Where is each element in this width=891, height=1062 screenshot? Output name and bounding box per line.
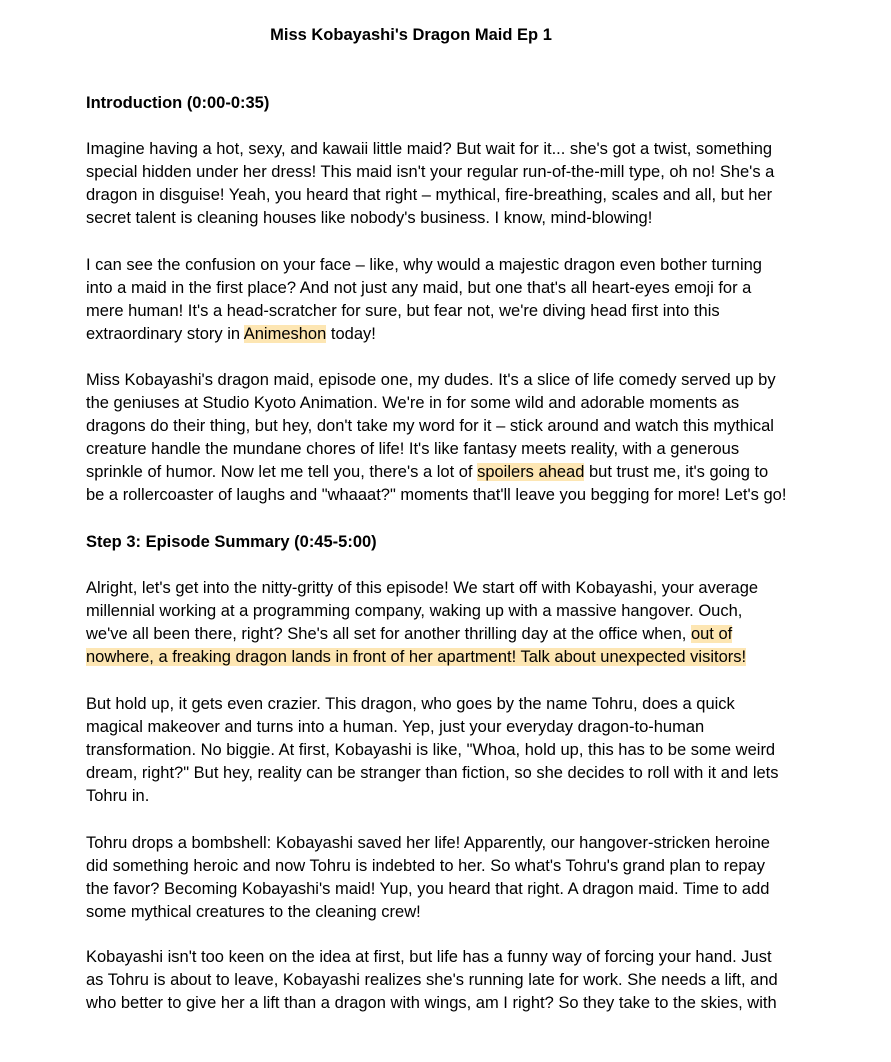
- text-line: [86, 946, 778, 969]
- paragraph: [86, 693, 779, 808]
- text-segment: Tohru drops a bombshell: Kobayashi saved her life! Apparently, our hangover-stricken heroine: [86, 834, 770, 852]
- text-segment: did something heroic and now Tohru is indebted to her. So what's Tohru's grand plan to repay: [86, 857, 765, 875]
- text-segment: Tohru in.: [86, 787, 150, 805]
- paragraph: [86, 254, 762, 346]
- paragraph: [86, 369, 786, 507]
- text-line: [86, 277, 762, 300]
- text-segment: Kobayashi isn't too keen on the idea at first, but life has a funny way of forcing your hand. Just: [86, 948, 772, 966]
- text-segment: some mythical creatures to the cleaning crew!: [86, 903, 421, 921]
- highlighted-text: nowhere, a freaking dragon lands in front of her apartment! Talk about unexpected visitors!: [86, 648, 747, 666]
- text-segment: magical makeover and turns into a human. Yep, just your everyday dragon-to-human: [86, 718, 705, 736]
- text-line: [86, 392, 786, 415]
- text-line: [86, 716, 779, 739]
- text-line: [86, 161, 774, 184]
- text-line: [86, 438, 786, 461]
- text-line: [86, 969, 778, 992]
- text-segment: I can see the confusion on your face – like, why would a majestic dragon even bother turning: [86, 256, 762, 274]
- text-line: [86, 832, 770, 855]
- text-segment: who better to give her a lift than a dragon with wings, am I right? So they take to the skies, with: [86, 994, 777, 1012]
- paragraph: [86, 577, 758, 669]
- text-segment: but trust me, it's going to: [584, 463, 769, 481]
- text-line: [86, 484, 786, 507]
- text-line: [86, 623, 758, 646]
- text-line: [86, 369, 786, 392]
- text-line: [86, 992, 778, 1015]
- text-segment: the favor? Becoming Kobayashi's maid! Yup, you heard that right. A dragon maid. Time to add: [86, 880, 770, 898]
- text-line: [86, 739, 779, 762]
- text-line: [86, 878, 770, 901]
- text-line: [86, 184, 774, 207]
- text-line: [86, 646, 758, 669]
- text-segment: special hidden under her dress! This maid isn't your regular run-of-the-mill type, oh no! She's a: [86, 163, 775, 181]
- text-line: [86, 207, 774, 230]
- text-line: [86, 901, 770, 924]
- text-line: [86, 415, 786, 438]
- text-segment: mere human! It's a head-scratcher for sure, but fear not, we're diving head first into this: [86, 302, 720, 320]
- text-line: [86, 785, 779, 808]
- text-segment: But hold up, it gets even crazier. This dragon, who goes by the name Tohru, does a quick: [86, 695, 735, 713]
- text-segment: transformation. No biggie. At first, Kobayashi is like, "Whoa, hold up, this has to be some weird: [86, 741, 776, 759]
- paragraph: [86, 946, 778, 1015]
- document-title: Miss Kobayashi's Dragon Maid Ep 1: [270, 26, 552, 44]
- text-line: [86, 300, 762, 323]
- text-segment: sprinkle of humor. Now let me tell you, there's a lot of: [86, 463, 478, 481]
- section-heading: Introduction (0:00-0:35): [86, 94, 270, 112]
- text-segment: dragons do their thing, but hey, don't take my word for it – stick around and watch this mythical: [86, 417, 774, 435]
- text-line: [86, 855, 770, 878]
- section-heading: Step 3: Episode Summary (0:45-5:00): [86, 533, 377, 551]
- text-line: [86, 461, 786, 484]
- text-segment: into a maid in the first place? And not just any maid, but one that's all heart-eyes emoji for a: [86, 279, 752, 297]
- text-line: [86, 254, 762, 277]
- text-segment: secret talent is cleaning houses like nobody's business. I know, mind-blowing!: [86, 209, 653, 227]
- text-segment: millennial working at a programming company, waking up with a massive hangover. Ouch,: [86, 602, 743, 620]
- text-segment: dream, right?" But hey, reality can be stranger than fiction, so she decides to roll with it and lets: [86, 764, 779, 782]
- text-line: [86, 323, 762, 346]
- text-segment: as Tohru is about to leave, Kobayashi realizes she's running late for work. She needs a lift, and: [86, 971, 778, 989]
- text-segment: dragon in disguise! Yeah, you heard that right – mythical, fire-breathing, scales and all, but her: [86, 186, 773, 204]
- text-segment: we've all been there, right? She's all set for another thrilling day at the office when,: [86, 625, 691, 643]
- text-line: [86, 600, 758, 623]
- text-segment: Miss Kobayashi's dragon maid, episode one, my dudes. It's a slice of life comedy served up by: [86, 371, 776, 389]
- text-segment: extraordinary story in: [86, 325, 244, 343]
- paragraph: [86, 832, 770, 924]
- text-segment: Alright, let's get into the nitty-gritty of this episode! We start off with Kobayashi, your average: [86, 579, 759, 597]
- text-line: [86, 693, 779, 716]
- highlighted-text: spoilers ahead: [477, 463, 585, 481]
- text-line: [86, 762, 779, 785]
- text-line: [86, 577, 758, 600]
- paragraph: [86, 138, 774, 230]
- text-segment: the geniuses at Studio Kyoto Animation. We're in for some wild and adorable moments as: [86, 394, 740, 412]
- highlighted-text: out of: [690, 625, 733, 643]
- text-segment: be a rollercoaster of laughs and "whaaat?" moments that'll leave you begging for more! Let's go!: [86, 486, 787, 504]
- text-segment: today!: [326, 325, 376, 343]
- text-segment: Imagine having a hot, sexy, and kawaii little maid? But wait for it... she's got a twist, something: [86, 140, 773, 158]
- text-line: [86, 138, 774, 161]
- highlighted-text: Animeshon: [243, 325, 327, 343]
- text-segment: creature handle the mundane chores of life! It's like fantasy meets reality, with a generous: [86, 440, 740, 458]
